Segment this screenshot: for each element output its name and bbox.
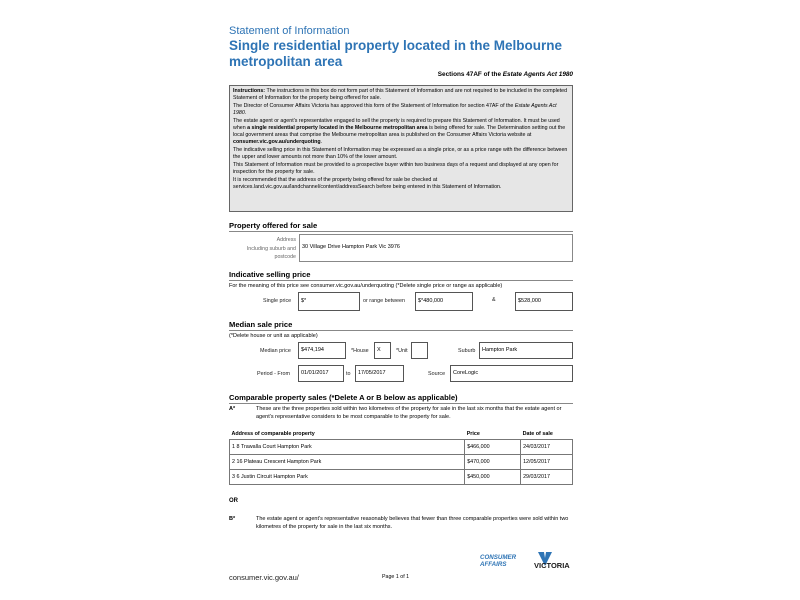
consumer-affairs-logo: CONSUMER AFFAIRS VICTORIA bbox=[480, 554, 570, 570]
property-heading: Property offered for sale bbox=[229, 221, 318, 230]
option-b-text: The estate agent or agent’s representative reasonably believes that fewer than three comparable properties were sold within two kilometres of the property for sale in the last six months. bbox=[256, 516, 569, 530]
table-row bbox=[230, 439, 573, 454]
option-a-text: These are the three properties sold within two kilometres of the property for sale in the last six months that the estate agent or agent’s representative considers to be most comparable to the property for sale. bbox=[256, 406, 562, 420]
range-low-field[interactable]: $*480,000 bbox=[415, 292, 473, 311]
table-row bbox=[230, 454, 573, 469]
or-separator: OR bbox=[229, 498, 238, 504]
indicative-heading: Indicative selling price bbox=[229, 270, 311, 279]
page-number: Page 1 of 1 bbox=[382, 574, 410, 580]
period-to-field[interactable]: 17/05/2017 bbox=[355, 365, 404, 382]
address-field[interactable]: 30 Village Drive Hampton Park Vic 3976 bbox=[299, 234, 573, 262]
table-cell[interactable]: 1 8 Trawalla Court Hampton Park bbox=[230, 439, 465, 454]
table-cell[interactable]: 12/05/2017 bbox=[521, 454, 573, 469]
period-label: Period - From bbox=[257, 371, 290, 377]
period-to-label: to bbox=[346, 371, 351, 377]
comparable-table bbox=[229, 430, 573, 485]
table-cell[interactable]: $466,000 bbox=[465, 439, 521, 454]
document-subtitle: Statement of Information bbox=[229, 25, 350, 37]
table-cell[interactable]: 2 16 Plateau Crescent Hampton Park bbox=[230, 454, 465, 469]
single-price-field[interactable]: $* bbox=[298, 292, 360, 311]
table-cell[interactable]: $470,000 bbox=[465, 454, 521, 469]
option-a-label: A* bbox=[229, 406, 236, 412]
address-label: Address Including suburb and postcode bbox=[246, 237, 296, 260]
suburb-field[interactable]: Hampton Park bbox=[479, 342, 573, 359]
column-header: Date of sale bbox=[521, 430, 573, 439]
option-b-label: B* bbox=[229, 516, 236, 522]
table-cell[interactable]: $450,000 bbox=[465, 469, 521, 484]
column-header: Price bbox=[465, 430, 521, 439]
source-label: Source bbox=[428, 371, 446, 377]
suburb-label: Suburb bbox=[458, 348, 476, 354]
divider bbox=[229, 231, 573, 232]
comparable-heading: Comparable property sales (*Delete A or B below as applicable) bbox=[229, 393, 458, 402]
document-title: Single residential property located in the Melbourne metropolitan area bbox=[229, 38, 563, 69]
period-from-field[interactable]: 01/01/2017 bbox=[298, 365, 344, 382]
median-price-label: Median price bbox=[260, 348, 291, 354]
indicative-meaning: For the meaning of this price see consumer.vic.gov.au/underquoting (*Delete single price or range as applicable) bbox=[229, 283, 503, 289]
median-price-field[interactable]: $474,194 bbox=[298, 342, 346, 359]
house-label: *House bbox=[351, 348, 369, 354]
median-heading: Median sale price bbox=[229, 320, 293, 329]
table-cell[interactable]: 24/03/2017 bbox=[521, 439, 573, 454]
median-delete-note: (*Delete house or unit as applicable) bbox=[229, 333, 318, 339]
single-price-label: Single price bbox=[263, 298, 292, 304]
divider bbox=[229, 330, 573, 331]
range-high-field[interactable]: $528,000 bbox=[515, 292, 573, 311]
unit-field[interactable] bbox=[411, 342, 428, 359]
divider bbox=[229, 280, 573, 281]
divider bbox=[229, 403, 573, 404]
unit-label: *Unit bbox=[396, 348, 408, 354]
range-label: or range between bbox=[363, 298, 405, 304]
house-field[interactable]: X bbox=[374, 342, 391, 359]
column-header: Address of comparable property bbox=[230, 430, 465, 439]
range-separator: & bbox=[492, 297, 496, 303]
source-field[interactable]: CoreLogic bbox=[450, 365, 573, 382]
table-cell[interactable]: 3 6 Justin Circuit Hampton Park bbox=[230, 469, 465, 484]
table-row bbox=[230, 469, 573, 484]
act-reference: Sections 47AF of the Estate Agents Act 1980 bbox=[437, 71, 573, 78]
instructions-box: Instructions: The instructions in this box do not form part of this Statement of Information and are not required to be included in the completed Statement of Information for the property being offered for sale. The Director of Consumer Affairs Victoria has approved this form of the Statement of Information for section 47AF of the Estate Agents Act 1980. The estate agent or agent’s representative engaged to sell the property is required to prepare this Statement of Information. It must be used when a single residential property located in the Melbourne metropolitan area is being offered for sale. The Determination setting out the local government areas that comprise the Melbourne metropolitan area is published on the Consumer Affairs Victoria website at consumer.vic.gov.au/underquoting. The indicative selling price in this Statement of Information may be expressed as a single price, or as a price range with the difference between the upper and lower amounts not more than 10% of the lower amount. This Statement of Information must be provided to a prospective buyer within two business days of a request and displayed at any open for inspection for the property for sale. It is recommended that the address of the property being offered for sale be checked at services.land.vic.gov.au/landchannel/content/addressSearch before being entered in this Statement of Information. bbox=[229, 85, 573, 212]
footer-url[interactable]: consumer.vic.gov.au/ bbox=[229, 573, 299, 582]
table-cell[interactable]: 29/03/2017 bbox=[521, 469, 573, 484]
